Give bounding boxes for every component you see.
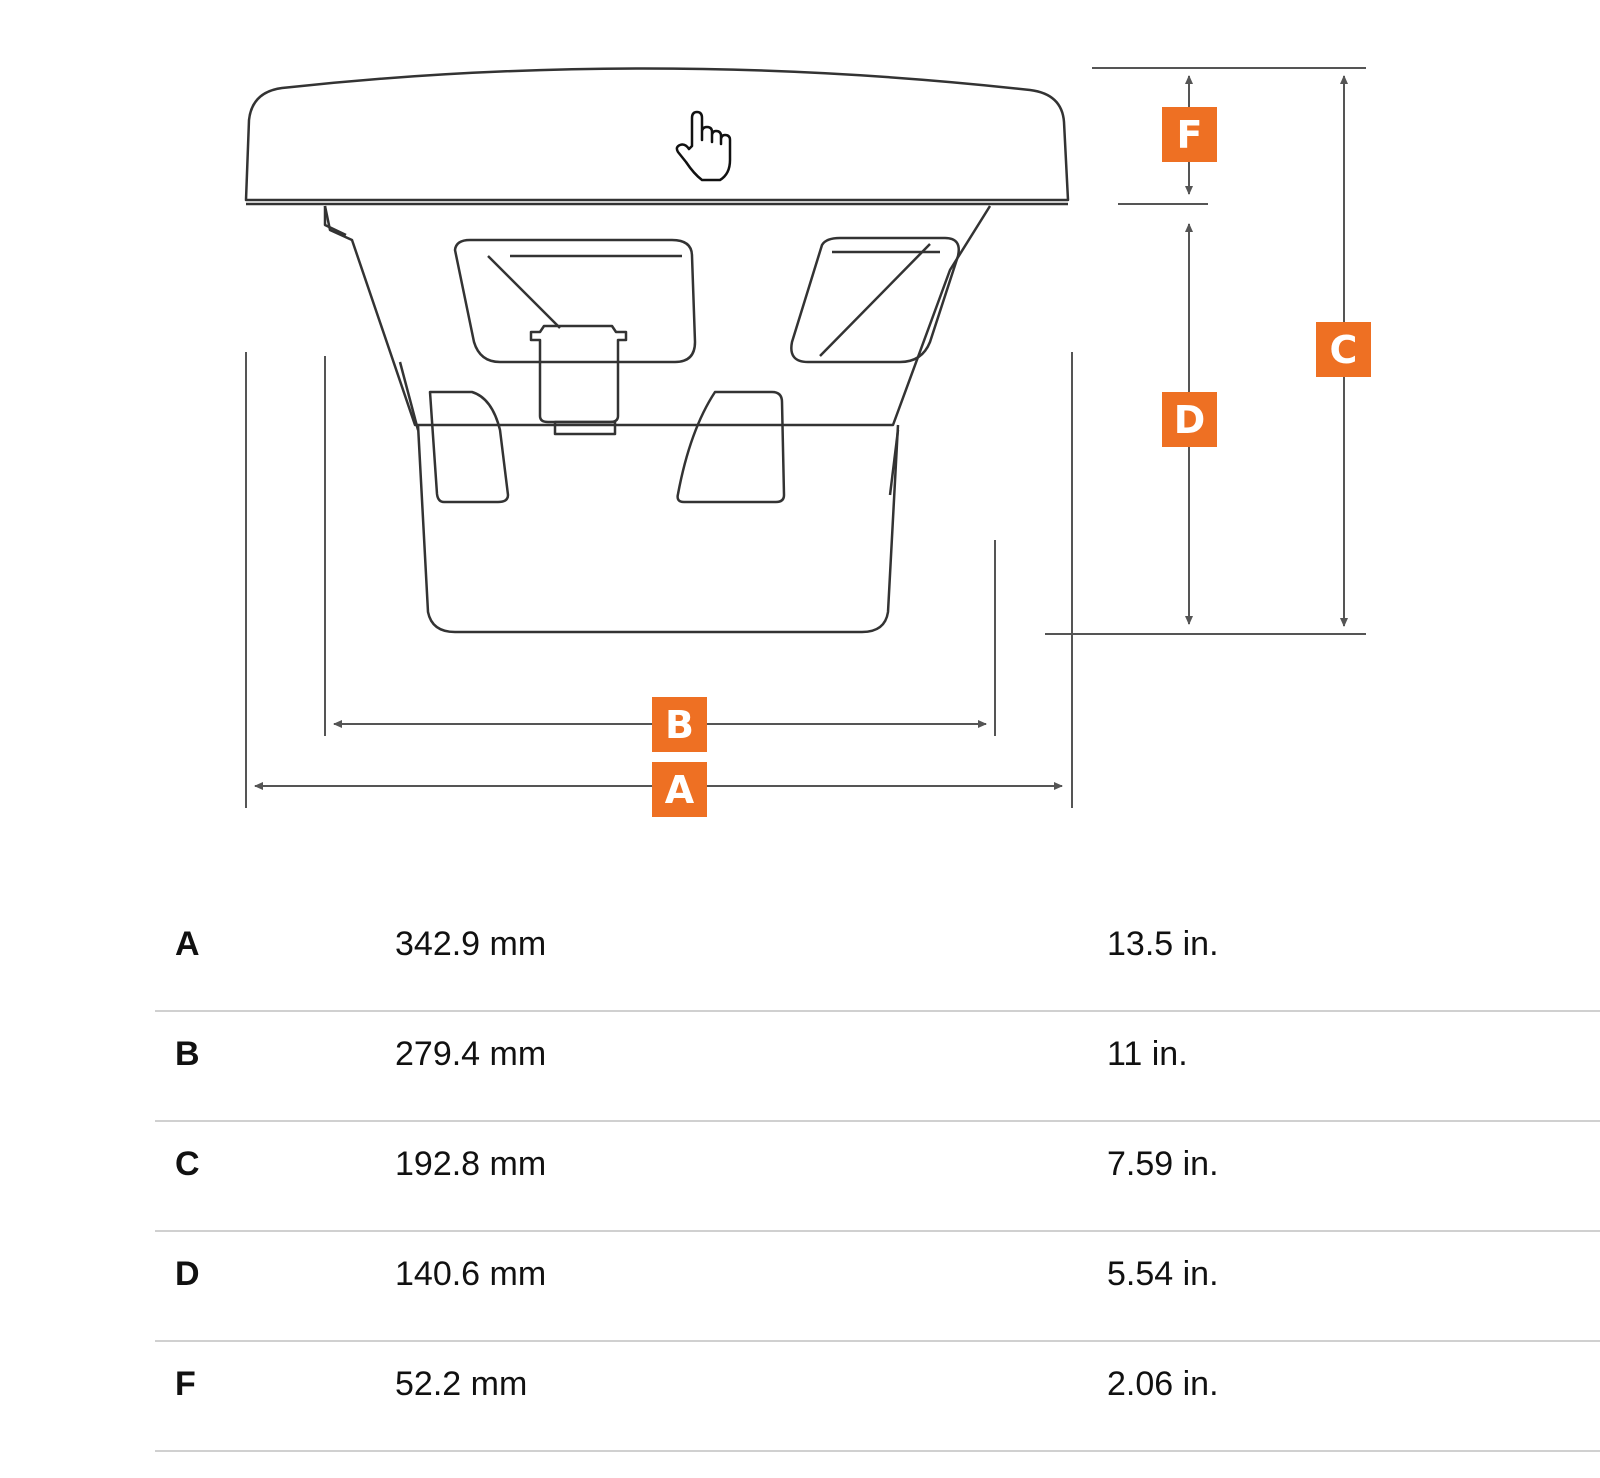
- svg-text:C: C: [1329, 328, 1358, 372]
- speaker-side-view: [246, 68, 1068, 632]
- table-row: [155, 1012, 1600, 1122]
- badge-b: [652, 697, 707, 752]
- svg-text:F: F: [1176, 113, 1203, 157]
- speaker-magnet: [418, 425, 898, 632]
- svg-text:B: B: [665, 703, 694, 747]
- badge-f: [1162, 107, 1217, 162]
- dimension-mm-value: 140.6 mm: [395, 1255, 547, 1293]
- dimension-label: A: [175, 925, 200, 963]
- dimension-mm-value: 52.2 mm: [395, 1365, 528, 1403]
- badge-c: [1316, 322, 1371, 377]
- table-row: [155, 1122, 1600, 1232]
- hand-pointer-cursor-icon: [677, 112, 730, 180]
- dimension-badges: [652, 107, 1371, 817]
- dimension-mm-value: 279.4 mm: [395, 1035, 547, 1073]
- speaker-grille: [246, 68, 1068, 200]
- dimension-inch-value: 2.06 in.: [1107, 1365, 1219, 1403]
- table-row: [155, 902, 1600, 1012]
- dimension-label: D: [175, 1255, 200, 1293]
- table-row: [155, 1342, 1600, 1452]
- dimension-label: C: [175, 1145, 200, 1183]
- dimension-spec-table: [155, 902, 1600, 1452]
- dimension-inch-value: 7.59 in.: [1107, 1145, 1219, 1183]
- dimension-inch-value: 11 in.: [1107, 1035, 1188, 1073]
- svg-text:A: A: [664, 768, 695, 812]
- dimension-mm-value: 192.8 mm: [395, 1145, 547, 1183]
- dimension-label: B: [175, 1035, 200, 1073]
- dimension-inch-value: 13.5 in.: [1107, 925, 1219, 963]
- svg-text:D: D: [1173, 398, 1206, 442]
- badge-d: [1162, 392, 1217, 447]
- dimension-inch-value: 5.54 in.: [1107, 1255, 1219, 1293]
- table-row: [155, 1232, 1600, 1342]
- dimension-label: F: [175, 1365, 196, 1403]
- dimension-mm-value: 342.9 mm: [395, 925, 547, 963]
- badge-a: [652, 762, 707, 817]
- speaker-terminal: [531, 326, 626, 422]
